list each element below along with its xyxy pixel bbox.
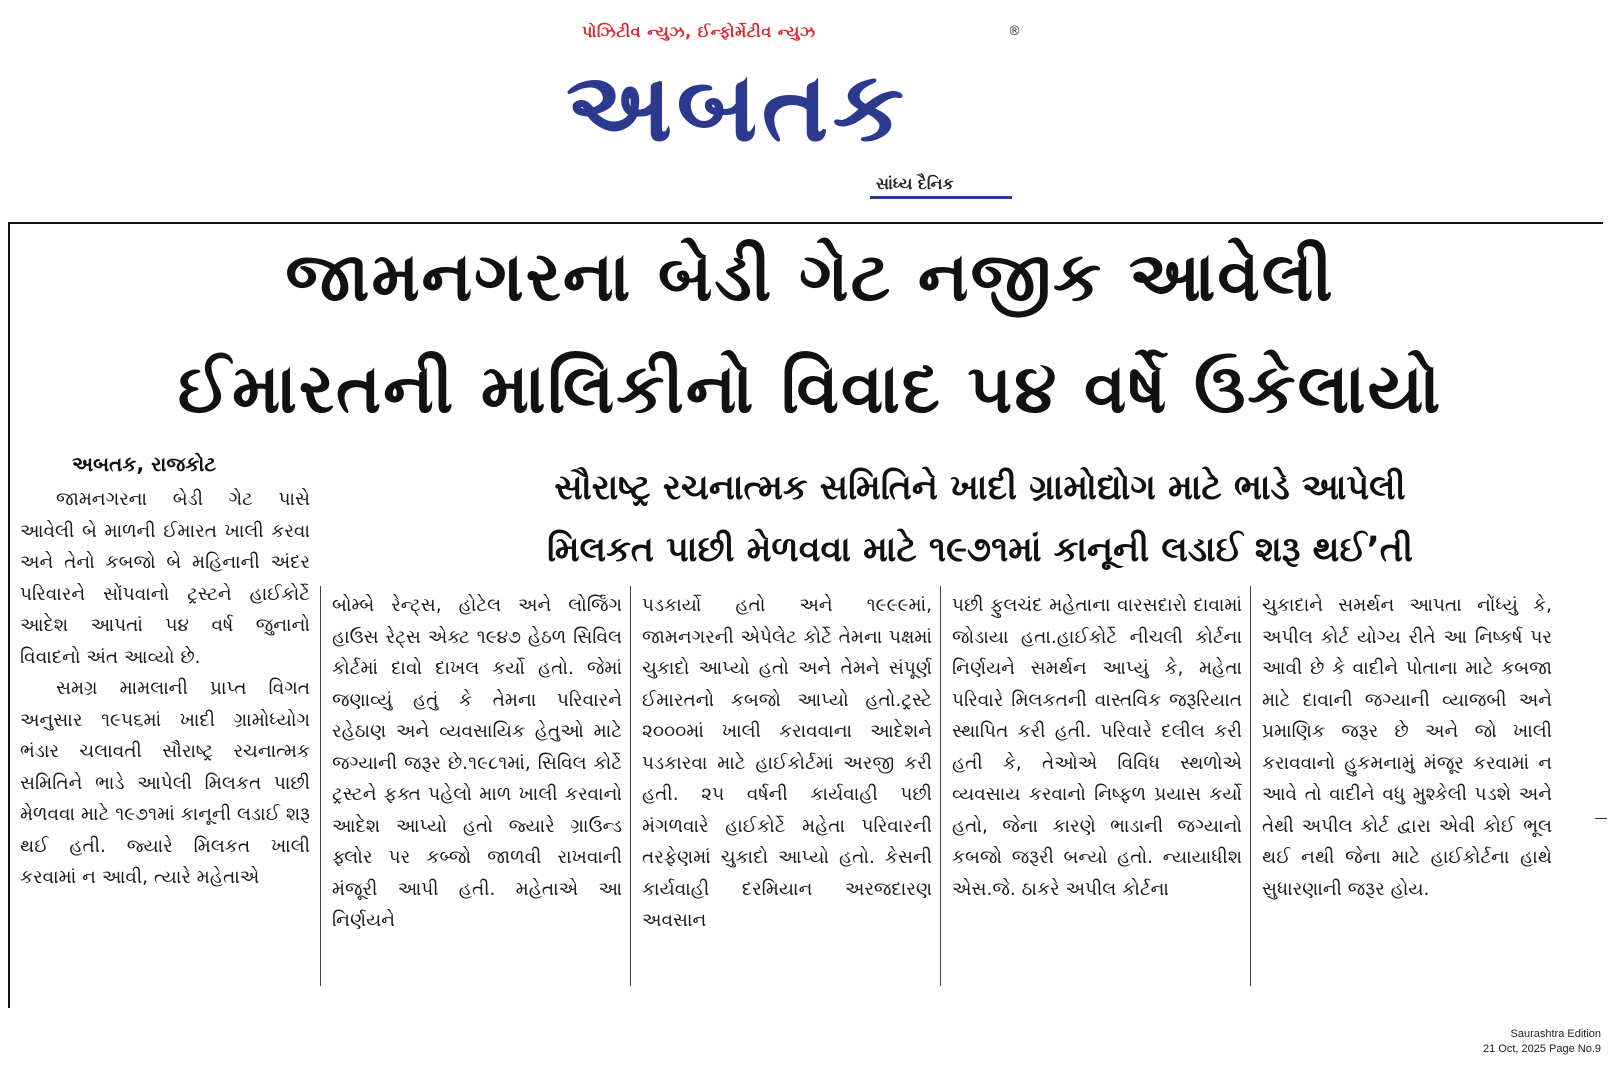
edition-label: Saurashtra Edition: [1510, 1028, 1601, 1040]
dateline: અબતક, રાજકોટ: [72, 452, 217, 476]
headline-line-2: ઈમારતની માલિકીનો વિવાદ ૫૪ વર્ષે ઉકેલાયો: [177, 350, 1443, 429]
article-column-3: [642, 590, 932, 937]
article-paragraph: બોમ્બે રેન્ટ્સ, હોટેલ અને લોર્જિંગ હાઉસ રેટ્સ એક્ટ ૧૯૪૭ હેઠળ સિવિલ કોર્ટમાં દાવો દાખલ કર્યો હતો. જેમાં જણાવ્યું હતું કે તેમના પરિવારને રહેઠાણ અને વ્યવસાયિક હેતુઓ માટે જગ્યાની જરૂર છે.૧૯૮૧માં, સિવિલ કોર્ટે ટ્રસ્ટને ફક્ત પહેલો માળ ખાલી કરવાનો આદેશ આપ્યો હતો જ્યારે ગ્રાઉન્ડ ફ્લોર પર કબ્જો જાળવી રાખવાની મંજૂરી આપી હતી. મહેતાએ આ નિર્ણયને: [332, 595, 622, 931]
article-paragraph: પડકાર્યો હતો અને ૧૯૯૯માં, જામનગરની એપેલેટ કોર્ટે તેમના પક્ષમાં ચુકાદો આપ્યો હતો અને તેમને સંપૂર્ણ ઈમારતનો કબજો આપ્યો હતો.ટ્રસ્ટે ૨૦૦૦માં ખાલી કરાવવાના આદેશને પડકારવા માટે હાઈકોર્ટમાં અરજી કરી હતી. ૨૫ વર્ષની કાર્યવાહી પછી મંગળવારે હાઈકોર્ટે મહેતા પરિવારની તરફેણમાં ચુકાદો આપ્યો હતો. કેસની કાર્યવાહી દરમિયાન અરજદારણ અવસાન: [642, 595, 932, 931]
article-paragraph: ચુકાદાને સમર્થન આપતા નોંધ્યું કે, અપીલ કોર્ટ યોગ્ય રીતે આ નિષ્કર્ષ પર આવી છે કે વાદીને પોતાના માટે કબજા માટે દાવાની જગ્યાની વ્યાજબી અને પ્રમાણિક જરૂર છે અને જો ખાલી કરાવવાનો હુકમનામું મંજૂર કરવામાં ન આવે તો વાદીને વધુ મુશ્કેલી પડશે અને તેથી અપીલ કોર્ટ દ્વારા એવી કોઈ ભૂલ થઈ નથી જેના માટે હાઈકોર્ટના હાથે સુધારણાની જરૂર હોય.: [1262, 595, 1552, 900]
article-column-4: [952, 590, 1242, 905]
article-column-2: [332, 590, 622, 937]
article-paragraph: સમગ્ર મામલાની પ્રાપ્ત વિગત અનુસાર ૧૯૫૬માં ખાદી ગ્રામોધ્યોગ ભંડાર ચલાવતી સૌરાષ્ટ્ર રચનાત્મક સમિતિને ભાડે આપેલી મિલકત પાછી મેળવવા માટે ૧૯૭૧માં કાનૂની લડાઈ શરૂ થઈ હતી. જ્યારે મિલકત ખાલી કરવામાં ન આવી, ત્યારે મહેતાએ: [20, 678, 310, 888]
masthead: [566, 18, 1030, 203]
margin-tick: [1595, 818, 1607, 819]
subtitle-rule: [870, 196, 1012, 199]
subheadline-line-2: મિલકત પાછી મેળવવા માટે ૧૯૭૧માં કાનૂની લડાઈ શરૂ થઈ’તી: [546, 530, 1413, 570]
left-rule: [8, 222, 10, 1008]
newspaper-logo: અબતક: [566, 51, 909, 163]
tagline: પોઝિટીવ ન્યુઝ, ઈન્ફોર્મેટીવ ન્યુઝ: [582, 22, 816, 41]
article-column-5: [1262, 590, 1552, 905]
column-divider: [1250, 586, 1251, 986]
article-paragraph: જામનગરના બેડી ગેટ પાસે આવેલી બે માળની ઈમારત ખાલી કરવા અને તેનો કબજો બે મહિનાની અંદર પરિવારને સોંપવાનો ટ્રસ્ટને હાઈકોર્ટે આદેશ આપતાં ૫૪ વર્ષ જુનાનો વિવાદનો અંત આવ્યો છે.: [20, 489, 310, 668]
headline-line-1: જામનગરના બેડી ગેટ નજીક આવેલી: [285, 238, 1335, 317]
subheadline-line-1: સૌરાષ્ટ્ર રચનાત્મક સમિતિને ખાદી ગ્રામોદ્યોગ માટે ભાડે આપેલી: [554, 468, 1406, 508]
column-divider: [320, 586, 321, 986]
article-paragraph: પછી ફુલચંદ મહેતાના વારસદારો દાવામાં જોડાયા હતા.હાઈકોર્ટે નીચલી કોર્ટના નિર્ણયને સમર્થન આપ્યું કે, મહેતા પરિવારે મિલકતની વાસ્તવિક જરૂરિયાત સ્થાપિત કરી હતી. પરિવારે દલીલ કરી હતી કે, તેઓએ વિવિધ સ્થળોએ વ્યવસાય કરવાનો નિષ્ફળ પ્રયાસ કર્યો હતો, જેના કારણે ભાડાની જગ્યાનો કબજો જરૂરી બન્યો હતો. ન્યાયાધીશ એસ.જે. ઠાકરે અપીલ કોર્ટના: [952, 595, 1242, 900]
column-divider: [630, 586, 631, 986]
masthead-subtitle: સાંધ્ય દૈનિક: [876, 174, 954, 193]
top-rule: [10, 222, 1603, 224]
page-footer: [1483, 1027, 1601, 1057]
column-divider: [940, 586, 941, 986]
registered-mark: ®: [1008, 24, 1021, 39]
article-column-1: [20, 484, 310, 894]
date-page-label: 21 Oct, 2025 Page No.9: [1482, 1043, 1601, 1055]
